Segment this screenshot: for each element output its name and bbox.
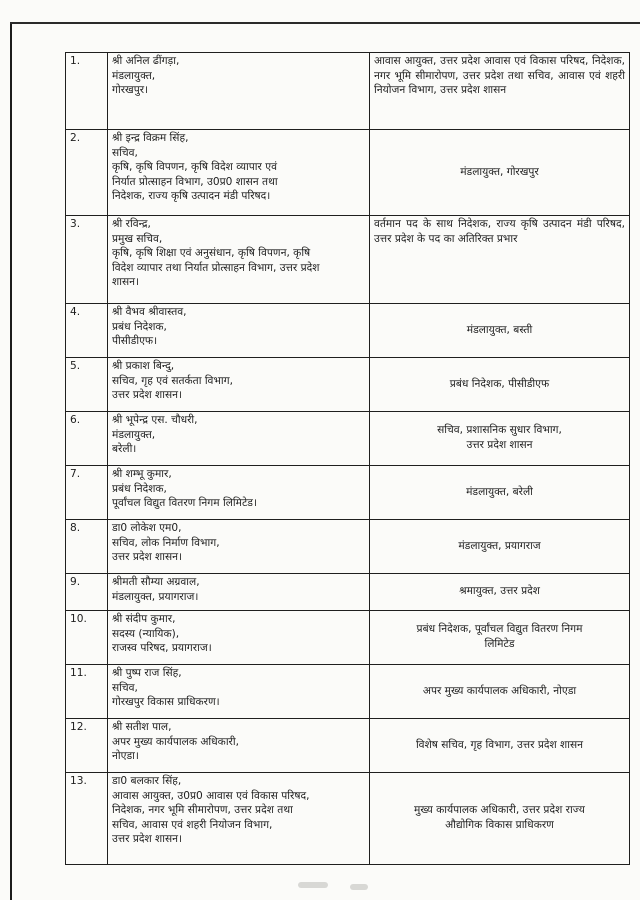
new-post-cell <box>370 216 630 304</box>
officer-line: अपर मुख्य कार्यपालक अधिकारी, <box>112 735 240 748</box>
new-post-line: विशेष सचिव, गृह विभाग, उत्तर प्रदेश शासन <box>415 738 584 751</box>
new-post-line: औद्योगिक विकास प्राधिकरण <box>445 819 554 831</box>
scan-border-top <box>10 22 640 24</box>
officer-line: सचिव, आवास एवं शहरी नियोजन विभाग, <box>112 818 273 831</box>
new-post-line: मंडलायुक्त, प्रयागराज <box>458 539 541 552</box>
officer-line: श्री शम्भू कुमार, <box>112 468 172 480</box>
new-post-line: प्रबंध निदेशक, पीसीडीएफ <box>449 377 550 390</box>
officer-line: शासन। <box>112 276 140 289</box>
officer-line: डा0 बलकार सिंह, <box>112 775 182 787</box>
officer-cell <box>108 304 370 358</box>
new-post-line: सचिव, प्रशासनिक सुधार विभाग, <box>437 424 562 437</box>
new-post-cell <box>370 611 630 665</box>
officer-line: कृषि, कृषि विपणन, कृषि विदेश व्यापार एवं <box>112 161 277 174</box>
officer-cell <box>108 216 370 304</box>
officer-line: सदस्य (न्यायिक), <box>112 627 180 640</box>
serial-number: 1. <box>66 53 108 130</box>
new-post-cell <box>370 466 630 520</box>
new-post-cell <box>370 130 630 216</box>
serial-number: 2. <box>66 130 108 216</box>
officer-line: निदेशक, नगर भूमि सीमारोपण, उत्तर प्रदेश तथा <box>112 804 293 817</box>
new-post-cell <box>370 719 630 773</box>
officer-cell <box>108 358 370 412</box>
table-row <box>66 665 630 719</box>
officer-line: श्री अनिल ढींगड़ा, <box>112 55 180 67</box>
table-row <box>66 53 630 130</box>
officer-line: प्रमुख सचिव, <box>112 232 163 245</box>
new-post-line: मंडलायुक्त, बरेली <box>466 485 533 498</box>
new-post-line: श्रमायुक्त, उत्तर प्रदेश <box>459 585 540 598</box>
new-post-line: मुख्य कार्यपालक अधिकारी, उत्तर प्रदेश राज्य <box>414 804 585 817</box>
officer-line: सचिव, <box>112 681 138 694</box>
officer-cell <box>108 130 370 216</box>
new-post-cell <box>370 773 630 865</box>
table-row <box>66 304 630 358</box>
new-post-cell <box>370 358 630 412</box>
officer-line: बरेली। <box>112 443 137 456</box>
new-post-cell <box>370 574 630 611</box>
officer-cell <box>108 466 370 520</box>
officer-line: श्रीमती सौम्या अग्रवाल, <box>112 576 200 588</box>
scan-smudge <box>298 882 328 888</box>
table-row <box>66 611 630 665</box>
new-post-cell <box>370 53 630 130</box>
new-post-line: अपर मुख्य कार्यपालक अधिकारी, नोएडा <box>422 684 577 697</box>
new-post-line: वर्तमान पद के साथ निदेशक, राज्य कृषि उत्पादन मंडी परिषद, उत्तर प्रदेश के पद का अतिरिक्त प्रभार <box>374 218 625 245</box>
officer-line: राजस्व परिषद, प्रयागराज। <box>112 642 212 655</box>
officer-line: श्री वैभव श्रीवास्तव, <box>112 306 187 318</box>
new-post-line: प्रबंध निदेशक, पूर्वांचल विद्युत वितरण निगम <box>416 623 583 636</box>
officer-cell <box>108 53 370 130</box>
serial-number: 4. <box>66 304 108 358</box>
officer-line: मंडलायुक्त, प्रयागराज। <box>112 590 199 603</box>
officer-line: मंडलायुक्त, <box>112 69 156 82</box>
officer-line: प्रबंध निदेशक, <box>112 482 167 495</box>
officer-cell <box>108 574 370 611</box>
officer-line: श्री सतीश पाल, <box>112 721 172 733</box>
officer-line: पीसीडीएफ। <box>112 335 158 348</box>
officer-cell <box>108 611 370 665</box>
officer-cell <box>108 773 370 865</box>
officer-line: निर्यात प्रोत्साहन विभाग, उ0प्र0 शासन तथा <box>112 175 278 188</box>
new-post-line: लिमिटेड <box>484 638 515 650</box>
officer-line: श्री इन्द्र विक्रम सिंह, <box>112 132 189 144</box>
officer-line: उत्तर प्रदेश शासन। <box>112 389 183 402</box>
serial-number: 3. <box>66 216 108 304</box>
officer-line: श्री प्रकाश बिन्दु, <box>112 360 175 372</box>
new-post-line: आवास आयुक्त, उत्तर प्रदेश आवास एवं विकास परिषद, निदेशक, नगर भूमि सीमारोपण, उत्तर प्रदेश तथा सचिव, आवास एवं शहरी नियोजन विभाग, उत्तर प्रदेश शासन <box>374 55 625 97</box>
officer-cell <box>108 412 370 466</box>
officer-line: गोरखपुर विकास प्राधिकरण। <box>112 696 220 709</box>
officer-line: आवास आयुक्त, उ0प्र0 आवास एवं विकास परिषद, <box>112 789 310 802</box>
serial-number: 5. <box>66 358 108 412</box>
table-row <box>66 773 630 865</box>
serial-number: 13. <box>66 773 108 865</box>
new-post-line: उत्तर प्रदेश शासन <box>466 439 533 451</box>
officer-cell <box>108 719 370 773</box>
new-post-line: मंडलायुक्त, बस्ती <box>466 323 533 336</box>
scan-border-left <box>10 22 12 900</box>
new-post-cell <box>370 412 630 466</box>
transfer-table-body <box>66 53 630 865</box>
officer-line: उत्तर प्रदेश शासन। <box>112 551 183 564</box>
serial-number: 8. <box>66 520 108 574</box>
serial-number: 9. <box>66 574 108 611</box>
table-row <box>66 216 630 304</box>
officer-line: सचिव, <box>112 146 138 159</box>
officer-line: श्री भूपेन्द्र एस. चौधरी, <box>112 414 198 426</box>
officer-line: विदेश व्यापार तथा निर्यात प्रोत्साहन विभाग, उत्तर प्रदेश <box>112 261 320 274</box>
new-post-line: मंडलायुक्त, गोरखपुर <box>460 165 539 178</box>
officer-cell <box>108 665 370 719</box>
table-row <box>66 130 630 216</box>
serial-number: 12. <box>66 719 108 773</box>
officer-line: गोरखपुर। <box>112 84 149 97</box>
serial-number: 6. <box>66 412 108 466</box>
officer-line: पूर्वांचल विद्युत वितरण निगम लिमिटेड। <box>112 497 257 510</box>
serial-number: 11. <box>66 665 108 719</box>
officer-line: सचिव, गृह एवं सतर्कता विभाग, <box>112 374 233 387</box>
serial-number: 7. <box>66 466 108 520</box>
officer-line: प्रबंध निदेशक, <box>112 320 167 333</box>
officer-line: निदेशक, राज्य कृषि उत्पादन मंडी परिषद। <box>112 190 271 203</box>
officer-line: डा0 लोकेश एम0, <box>112 522 182 534</box>
officer-line: नोएडा। <box>112 750 139 763</box>
new-post-cell <box>370 520 630 574</box>
officer-line: श्री पुष्प राज सिंह, <box>112 667 182 679</box>
table-row <box>66 466 630 520</box>
new-post-cell <box>370 665 630 719</box>
scan-smudge <box>350 884 368 890</box>
officer-line: उत्तर प्रदेश शासन। <box>112 833 183 846</box>
table-row <box>66 574 630 611</box>
officer-line: कृषि, कृषि शिक्षा एवं अनुसंधान, कृषि विपणन, कृषि <box>112 247 311 260</box>
officer-line: सचिव, लोक निर्माण विभाग, <box>112 536 220 549</box>
officer-line: मंडलायुक्त, <box>112 428 156 441</box>
officer-cell <box>108 520 370 574</box>
table-row <box>66 412 630 466</box>
table-row <box>66 520 630 574</box>
table-row <box>66 719 630 773</box>
transfer-table <box>65 52 630 865</box>
table-row <box>66 358 630 412</box>
serial-number: 10. <box>66 611 108 665</box>
officer-line: श्री रविन्द्र, <box>112 218 151 230</box>
officer-line: श्री संदीप कुमार, <box>112 613 176 625</box>
new-post-cell <box>370 304 630 358</box>
